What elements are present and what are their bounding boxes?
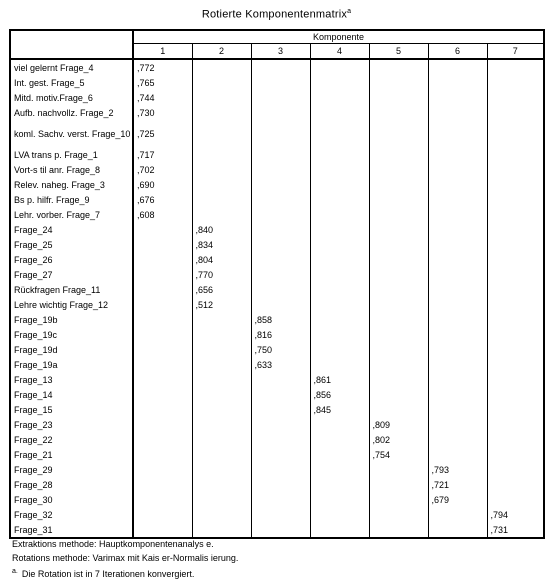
loading-cell: [487, 372, 544, 387]
row-label: Frage_24: [10, 222, 133, 237]
row-label: Frage_31: [10, 522, 133, 538]
row-label: Aufb. nachvollz. Frage_2: [10, 105, 133, 120]
loading-cell: [428, 162, 487, 177]
table-row: [10, 120, 544, 147]
loading-cell: [310, 492, 369, 507]
loading-cell: [310, 312, 369, 327]
loading-cell: [310, 177, 369, 192]
loading-cell: [251, 372, 310, 387]
loading-cell: ,730: [137, 107, 155, 118]
loading-cell: [310, 237, 369, 252]
loading-cell: [133, 492, 192, 507]
loading-cell: [369, 252, 428, 267]
loading-cell: [251, 402, 310, 417]
loading-cell: [251, 192, 310, 207]
loading-cell: [251, 417, 310, 432]
table-title-marker: a: [347, 8, 352, 15]
table-row: [10, 252, 544, 267]
header-group-komponente: Komponente: [133, 30, 544, 44]
table-row: [10, 192, 544, 207]
row-label: Frage_19a: [10, 357, 133, 372]
table-title-text: Rotierte Komponentenmatrix: [201, 8, 348, 21]
loading-cell: [428, 417, 487, 432]
loading-cell: [428, 447, 487, 462]
loading-cell: [487, 192, 544, 207]
loading-cell: [310, 282, 369, 297]
loading-cell: [369, 312, 428, 327]
loading-cell: [192, 402, 251, 417]
loading-cell: [192, 417, 251, 432]
loading-cell: ,679: [428, 492, 487, 507]
loading-cell: [369, 387, 428, 402]
loading-cell: [428, 105, 487, 120]
loading-cell: [133, 342, 192, 357]
loading-cell: [310, 447, 369, 462]
loading-cell: [133, 522, 192, 538]
table-row: [10, 432, 544, 447]
loading-cell: [310, 192, 369, 207]
table-row: [10, 327, 544, 342]
loading-cell: [192, 327, 251, 342]
table-row: [10, 402, 544, 417]
row-label: Frage_23: [10, 417, 133, 432]
loading-cell: [192, 522, 251, 538]
loading-cell: [310, 432, 369, 447]
table-row: [10, 90, 544, 105]
loading-cell: [369, 462, 428, 477]
loading-cell: [428, 297, 487, 312]
loading-cell: [251, 237, 310, 252]
loading-cell: [369, 90, 428, 105]
footnotes: [12, 537, 238, 581]
loading-cell: [428, 75, 487, 90]
loading-cell: [487, 90, 544, 105]
loading-cell: [369, 477, 428, 492]
loading-cell: ,656: [192, 282, 251, 297]
loading-cell: [310, 105, 369, 120]
row-label: Frage_26: [10, 252, 133, 267]
loading-cell: [133, 447, 192, 462]
table-row: [10, 162, 544, 177]
loading-cell: [428, 147, 487, 162]
loading-cell: [192, 177, 251, 192]
loading-cell: [487, 312, 544, 327]
loading-cell: [369, 120, 428, 147]
row-label: Int. gest. Frage_5: [10, 75, 133, 90]
row-label: koml. Sachv. verst. Frage_10: [10, 120, 133, 147]
loading-cell: ,856: [310, 387, 369, 402]
loading-cell: [251, 59, 310, 75]
loading-cell: [310, 90, 369, 105]
loading-cell: [487, 162, 544, 177]
loading-cell: [192, 447, 251, 462]
row-label: viel gelernt Frage_4: [10, 59, 133, 75]
loading-cell: [192, 147, 251, 162]
loading-cell: [428, 432, 487, 447]
loading-cell: [310, 297, 369, 312]
loading-cell: ,731: [487, 522, 544, 538]
loading-cell: [487, 207, 544, 222]
row-label: Lehr. vorber. Frage_7: [10, 207, 133, 222]
table-row: [10, 312, 544, 327]
rotated-component-matrix: [9, 29, 545, 539]
loading-cell: ,690: [137, 179, 155, 190]
column-header-3: 3: [251, 44, 310, 60]
loading-cell: [428, 387, 487, 402]
loading-cell: [487, 75, 544, 90]
loading-cell: [428, 237, 487, 252]
row-label: Frage_15: [10, 402, 133, 417]
table-row: [10, 297, 544, 312]
loading-cell: [487, 357, 544, 372]
loading-cell: [251, 222, 310, 237]
loading-cell: [428, 357, 487, 372]
row-label: Mitd. motiv.Frage_6: [10, 90, 133, 105]
row-label: Frage_32: [10, 507, 133, 522]
loading-cell: [192, 59, 251, 75]
loading-cell: [251, 105, 310, 120]
loading-cell: [369, 177, 428, 192]
loading-cell: [251, 462, 310, 477]
loading-cell: ,744: [137, 92, 155, 103]
loading-cell: [428, 59, 487, 75]
row-label: Frage_25: [10, 237, 133, 252]
loading-cell: [369, 297, 428, 312]
loading-cell: [310, 75, 369, 90]
footnote-extraction: Extraktions methode: Hauptkomponentenanalys e.: [12, 539, 214, 549]
loading-cell: ,802: [369, 432, 428, 447]
loading-cell: [487, 327, 544, 342]
loading-cell: [133, 312, 192, 327]
loading-cell: [133, 402, 192, 417]
loading-cell: [192, 492, 251, 507]
loading-cell: [251, 267, 310, 282]
table-row: [10, 372, 544, 387]
loading-cell: [487, 267, 544, 282]
loading-cell: [192, 192, 251, 207]
loading-cell: [487, 297, 544, 312]
loading-cell: [369, 237, 428, 252]
loading-cell: [428, 120, 487, 147]
loading-cell: [310, 477, 369, 492]
loading-cell: [251, 207, 310, 222]
loading-cell: ,861: [310, 372, 369, 387]
loading-cell: [369, 282, 428, 297]
column-header-6: 6: [428, 44, 487, 60]
row-label: Lehre wichtig Frage_12: [10, 297, 133, 312]
footnote-note: [12, 565, 238, 581]
loading-cell: [369, 402, 428, 417]
loading-cell: [251, 492, 310, 507]
footnote-note-text: Die Rotation ist in 7 Iterationen konvergiert.: [21, 569, 195, 579]
loading-cell: [251, 387, 310, 402]
loading-cell: ,608: [137, 209, 155, 220]
loading-cell: [428, 267, 487, 282]
loading-cell: [251, 522, 310, 538]
column-header-4: 4: [310, 44, 369, 60]
loading-cell: [251, 147, 310, 162]
table-row: [10, 507, 544, 522]
row-label: LVA trans p. Frage_1: [10, 147, 133, 162]
loading-cell: [192, 372, 251, 387]
row-label: Frage_21: [10, 447, 133, 462]
loading-cell: ,845: [310, 402, 369, 417]
loading-cell: [192, 312, 251, 327]
loading-cell: [369, 357, 428, 372]
loading-cell: ,676: [137, 194, 155, 205]
loading-cell: [251, 252, 310, 267]
loading-cell: [192, 432, 251, 447]
loading-cell: [428, 342, 487, 357]
loading-cell: [428, 192, 487, 207]
table-row: [10, 492, 544, 507]
loading-cell: ,793: [428, 462, 487, 477]
loading-cell: [487, 177, 544, 192]
loading-cell: [192, 120, 251, 147]
loading-cell: [192, 357, 251, 372]
loading-cell: ,717: [137, 149, 155, 160]
loading-cell: [192, 75, 251, 90]
loading-cell: [251, 120, 310, 147]
loading-cell: [369, 192, 428, 207]
loading-cell: [369, 492, 428, 507]
table-row: [10, 222, 544, 237]
loading-cell: [310, 507, 369, 522]
table-row: [10, 59, 544, 75]
loading-cell: [487, 432, 544, 447]
loading-cell: [487, 120, 544, 147]
loading-cell: ,858: [251, 312, 310, 327]
loading-cell: [310, 252, 369, 267]
loading-cell: [251, 177, 310, 192]
loading-cell: ,633: [251, 357, 310, 372]
table-row: [10, 477, 544, 492]
loading-cell: [192, 207, 251, 222]
loading-cell: [192, 387, 251, 402]
loading-cell: [133, 417, 192, 432]
loading-cell: [428, 252, 487, 267]
footnote-rotation: Rotations methode: Varimax mit Kais er-Normalis ierung.: [12, 553, 239, 563]
loading-cell: [428, 507, 487, 522]
loading-cell: [369, 327, 428, 342]
loading-cell: [487, 252, 544, 267]
loading-cell: [192, 342, 251, 357]
loading-cell: ,765: [137, 77, 155, 88]
loading-cell: [133, 432, 192, 447]
loading-cell: ,754: [369, 447, 428, 462]
matrix-body: [10, 59, 544, 538]
loading-cell: [310, 207, 369, 222]
loading-cell: [487, 105, 544, 120]
loading-cell: ,512: [192, 297, 251, 312]
row-label: Vort-s til anr. Frage_8: [10, 162, 133, 177]
loading-cell: [192, 507, 251, 522]
column-header-2: 2: [192, 44, 251, 60]
footnote-note-marker: a.: [12, 568, 18, 575]
loading-cell: [428, 372, 487, 387]
loading-cell: [251, 297, 310, 312]
loading-cell: [487, 477, 544, 492]
loading-cell: [487, 447, 544, 462]
row-label: Frage_14: [10, 387, 133, 402]
row-label: Rückfragen Frage_11: [10, 282, 133, 297]
loading-cell: [428, 402, 487, 417]
table-row: [10, 207, 544, 222]
loading-cell: [428, 177, 487, 192]
loading-cell: [251, 75, 310, 90]
table-row: [10, 462, 544, 477]
loading-cell: [310, 120, 369, 147]
loading-cell: [192, 162, 251, 177]
row-label: Bs p. hilfr. Frage_9: [10, 192, 133, 207]
table-row: [10, 387, 544, 402]
loading-cell: [133, 267, 192, 282]
loading-cell: [487, 402, 544, 417]
column-header-5: 5: [369, 44, 428, 60]
loading-cell: [487, 222, 544, 237]
column-header-1: 1: [133, 44, 192, 60]
loading-cell: [487, 342, 544, 357]
table-row: [10, 522, 544, 538]
loading-cell: [133, 387, 192, 402]
loading-cell: [428, 222, 487, 237]
loading-cell: [369, 75, 428, 90]
loading-cell: [369, 222, 428, 237]
table-title: [0, 8, 553, 21]
loading-cell: [487, 492, 544, 507]
table-row: [10, 75, 544, 90]
table-row: [10, 147, 544, 162]
loading-cell: [310, 267, 369, 282]
loading-cell: [369, 207, 428, 222]
header-corner: [10, 30, 133, 59]
table-row: [10, 417, 544, 432]
loading-cell: [310, 162, 369, 177]
loading-cell: [251, 507, 310, 522]
loading-cell: [487, 282, 544, 297]
loading-cell: [133, 477, 192, 492]
loading-cell: [133, 222, 192, 237]
loading-cell: [310, 417, 369, 432]
loading-cell: [133, 357, 192, 372]
table-row: [10, 282, 544, 297]
loading-cell: [428, 90, 487, 105]
loading-cell: [310, 522, 369, 538]
loading-cell: [428, 522, 487, 538]
loading-cell: ,750: [251, 342, 310, 357]
table-row: [10, 267, 544, 282]
loading-cell: ,772: [137, 62, 155, 73]
loading-cell: [369, 267, 428, 282]
loading-cell: [369, 162, 428, 177]
loading-cell: ,834: [192, 237, 251, 252]
loading-cell: ,809: [369, 417, 428, 432]
loading-cell: [133, 507, 192, 522]
loading-cell: [310, 327, 369, 342]
row-label: Frage_27: [10, 267, 133, 282]
loading-cell: [369, 522, 428, 538]
row-label: Frage_29: [10, 462, 133, 477]
row-label: Frage_30: [10, 492, 133, 507]
loading-cell: ,725: [137, 128, 155, 139]
loading-cell: [487, 237, 544, 252]
loading-cell: ,804: [192, 252, 251, 267]
loading-cell: [310, 59, 369, 75]
loading-cell: [133, 327, 192, 342]
loading-cell: [251, 162, 310, 177]
loading-cell: [487, 147, 544, 162]
row-label: Frage_13: [10, 372, 133, 387]
loading-cell: [428, 207, 487, 222]
loading-cell: [251, 477, 310, 492]
loading-cell: [133, 462, 192, 477]
row-label: Relev. naheg. Frage_3: [10, 177, 133, 192]
loading-cell: [428, 312, 487, 327]
loading-cell: [192, 90, 251, 105]
loading-cell: [310, 342, 369, 357]
loading-cell: [487, 387, 544, 402]
loading-cell: [369, 507, 428, 522]
table-row: [10, 237, 544, 252]
loading-cell: [192, 477, 251, 492]
loading-cell: ,794: [487, 507, 544, 522]
table-row: [10, 447, 544, 462]
loading-cell: [487, 59, 544, 75]
loading-cell: [369, 147, 428, 162]
table-row: [10, 105, 544, 120]
row-label: Frage_19c: [10, 327, 133, 342]
loading-cell: ,840: [192, 222, 251, 237]
loading-cell: [310, 147, 369, 162]
loading-cell: [192, 462, 251, 477]
loading-cell: ,770: [192, 267, 251, 282]
loading-cell: [133, 372, 192, 387]
loading-cell: [133, 237, 192, 252]
column-header-7: 7: [487, 44, 544, 60]
loading-cell: [133, 297, 192, 312]
loading-cell: [310, 357, 369, 372]
loading-cell: [310, 462, 369, 477]
loading-cell: [487, 462, 544, 477]
loading-cell: [428, 282, 487, 297]
row-label: Frage_22: [10, 432, 133, 447]
row-label: Frage_19d: [10, 342, 133, 357]
loading-cell: [428, 327, 487, 342]
loading-cell: ,702: [137, 164, 155, 175]
loading-cell: [310, 222, 369, 237]
table-row: [10, 177, 544, 192]
loading-cell: [251, 282, 310, 297]
loading-cell: ,721: [428, 477, 487, 492]
loading-cell: [192, 105, 251, 120]
loading-cell: [369, 342, 428, 357]
row-label: Frage_19b: [10, 312, 133, 327]
table-row: [10, 357, 544, 372]
loading-cell: [251, 432, 310, 447]
table-row: [10, 342, 544, 357]
loading-cell: [251, 447, 310, 462]
loading-cell: [369, 372, 428, 387]
loading-cell: [133, 252, 192, 267]
row-label: Frage_28: [10, 477, 133, 492]
loading-cell: [369, 105, 428, 120]
loading-cell: [369, 59, 428, 75]
loading-cell: ,816: [251, 327, 310, 342]
loading-cell: [133, 282, 192, 297]
loading-cell: [251, 90, 310, 105]
loading-cell: [487, 417, 544, 432]
